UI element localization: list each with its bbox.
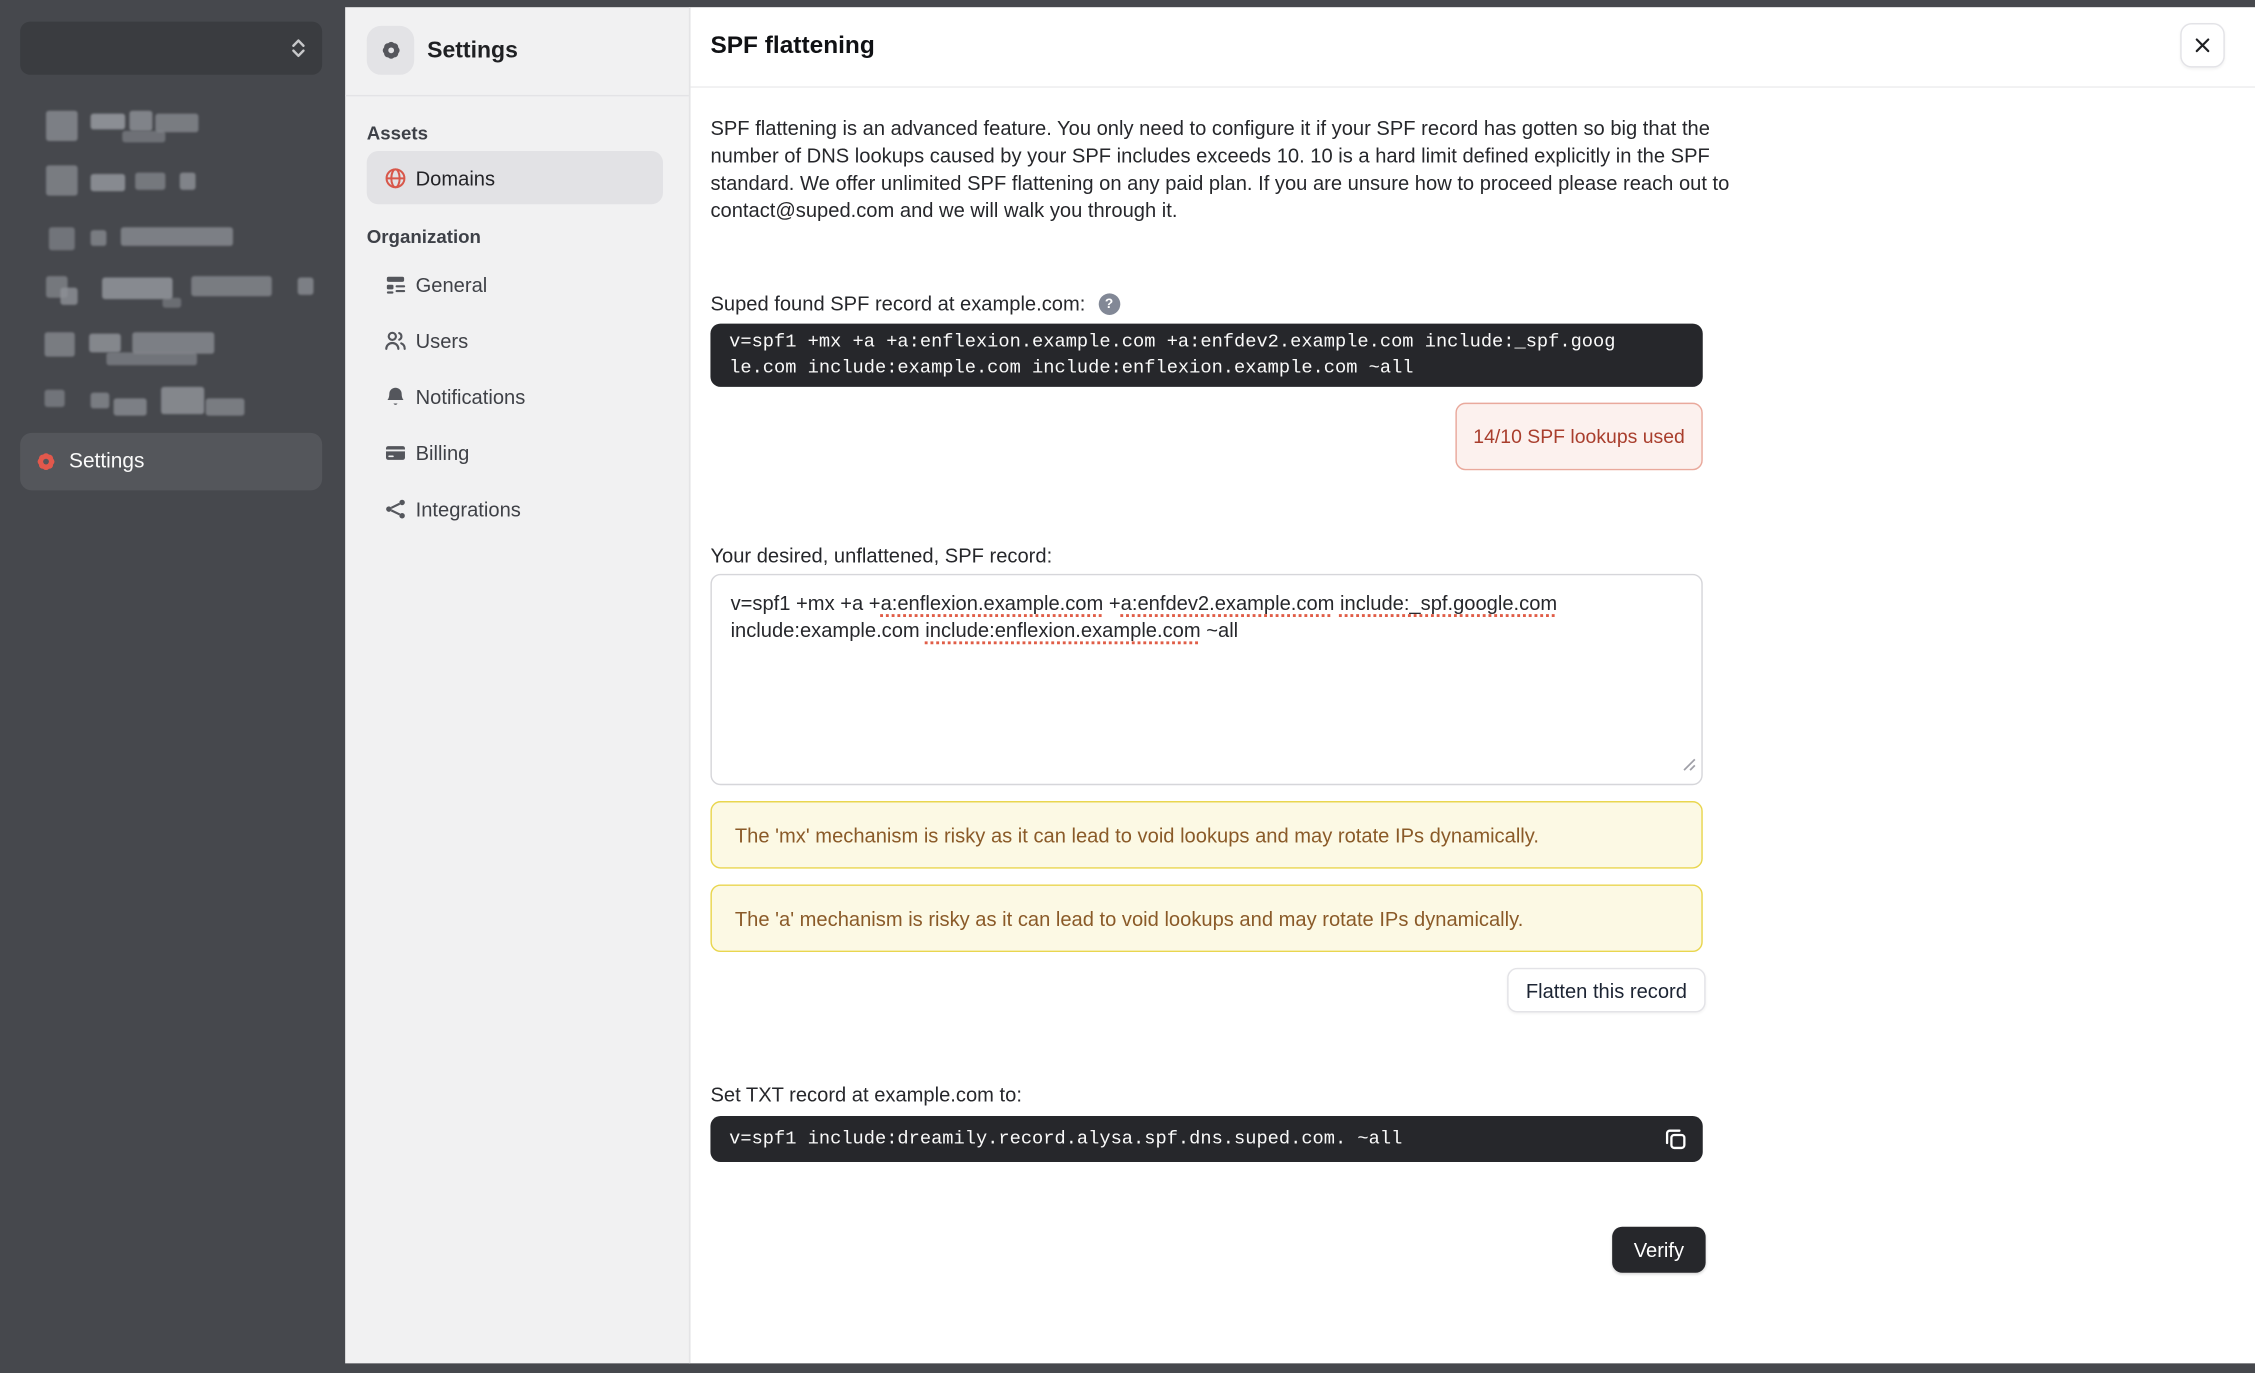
workspace-switcher[interactable]: [20, 22, 322, 75]
verify-button[interactable]: Verify: [1612, 1227, 1705, 1273]
redacted-sidebar-item[interactable]: [0, 165, 345, 208]
desired-record-label: Your desired, unflattened, SPF record:: [710, 543, 1053, 567]
current-spf-record-code: v=spf1 +mx +a +a:enflexion.example.com +a:enfdev2.example.com include:_spf.goog le.com include:example.com include:enflexion.example.com ~all: [710, 324, 1702, 387]
resize-handle-icon[interactable]: [1681, 752, 1697, 779]
spf-lookups-badge: 14/10 SPF lookups used: [1455, 403, 1702, 471]
found-record-label: Suped found SPF record at example.com:: [710, 291, 1086, 315]
redacted-sidebar-item[interactable]: [0, 385, 345, 428]
share-icon: [384, 497, 407, 520]
nav-section-assets: Assets: [366, 122, 429, 144]
nav-item-users[interactable]: [367, 314, 663, 367]
workspace-sidebar: [0, 0, 345, 1373]
table-icon: [384, 273, 407, 296]
warning-mx-mechanism: The 'mx' mechanism is risky as it can lead to void lookups and may rotate IPs dynamically.: [710, 801, 1702, 869]
close-button[interactable]: [2180, 23, 2225, 68]
settings-nav-header: [345, 7, 689, 96]
sidebar-item-settings[interactable]: [20, 433, 322, 491]
bell-icon: [384, 385, 407, 408]
settings-gear-badge: [367, 26, 414, 75]
intro-paragraph: SPF flattening is an advanced feature. You only need to configure it if your SPF record has gotten so big that the number of DNS lookups caused by your SPF includes exceeds 10. 10 is a hard limit defined explicitly in the SPF standard. We offer unlimited SPF flattening on any paid plan. If you are unsure how to proceed please reach out to contact@suped.com and we will walk you through it.: [710, 116, 1730, 222]
nav-section-organization: Organization: [366, 225, 481, 248]
warning-a-mechanism: The 'a' mechanism is risky as it can lead to void lookups and may rotate IPs dynamically.: [710, 884, 1702, 952]
nav-item-label: Notifications: [415, 384, 526, 408]
page-title: SPF flattening: [710, 31, 875, 59]
close-icon: [2192, 35, 2214, 57]
users-icon: [384, 329, 407, 352]
chevron-up-down-icon: [288, 36, 310, 60]
globe-icon: [384, 166, 407, 189]
txt-record-label: Set TXT record at example.com to:: [710, 1082, 1022, 1106]
redacted-sidebar-item[interactable]: [0, 111, 345, 154]
nav-item-notifications[interactable]: [367, 370, 663, 423]
found-record-row: [710, 292, 1119, 315]
desired-record-textarea[interactable]: v=spf1 +mx +a +a:enflexion.example.com +a:enfdev2.example.com include:_spf.google.com include:example.com include:enflexion.example.com ~all: [710, 574, 1702, 785]
credit-card-icon: [384, 441, 407, 464]
nav-item-label: Users: [415, 328, 469, 352]
redacted-sidebar-item[interactable]: [0, 276, 345, 319]
nav-item-billing[interactable]: [367, 426, 663, 479]
nav-item-label: Billing: [415, 440, 470, 464]
nav-item-domains[interactable]: [367, 151, 663, 204]
nav-item-label: Integrations: [415, 496, 521, 520]
spf-flattening-panel: [690, 7, 2255, 1363]
txt-record-code: [710, 1116, 1702, 1162]
copy-icon: [1662, 1126, 1688, 1152]
help-icon[interactable]: ?: [1098, 293, 1120, 315]
copy-button[interactable]: [1661, 1125, 1690, 1154]
nav-item-label: General: [415, 272, 488, 296]
settings-nav-panel: [345, 7, 690, 1363]
gear-icon: [35, 450, 58, 473]
nav-item-label: Domains: [415, 166, 496, 190]
flatten-record-button[interactable]: Flatten this record: [1507, 968, 1705, 1013]
nav-item-general[interactable]: [367, 257, 663, 310]
nav-item-integrations[interactable]: [367, 482, 663, 535]
panel-header: [690, 7, 2255, 88]
redacted-sidebar-item[interactable]: [0, 332, 345, 375]
sidebar-settings-label: Settings: [69, 450, 145, 474]
gear-icon: [379, 39, 402, 62]
redacted-sidebar-item[interactable]: [0, 219, 345, 262]
settings-nav-title: Settings: [427, 38, 518, 64]
txt-record-value: v=spf1 include:dreamily.record.alysa.spf.dns.suped.com. ~all: [729, 1127, 1403, 1150]
